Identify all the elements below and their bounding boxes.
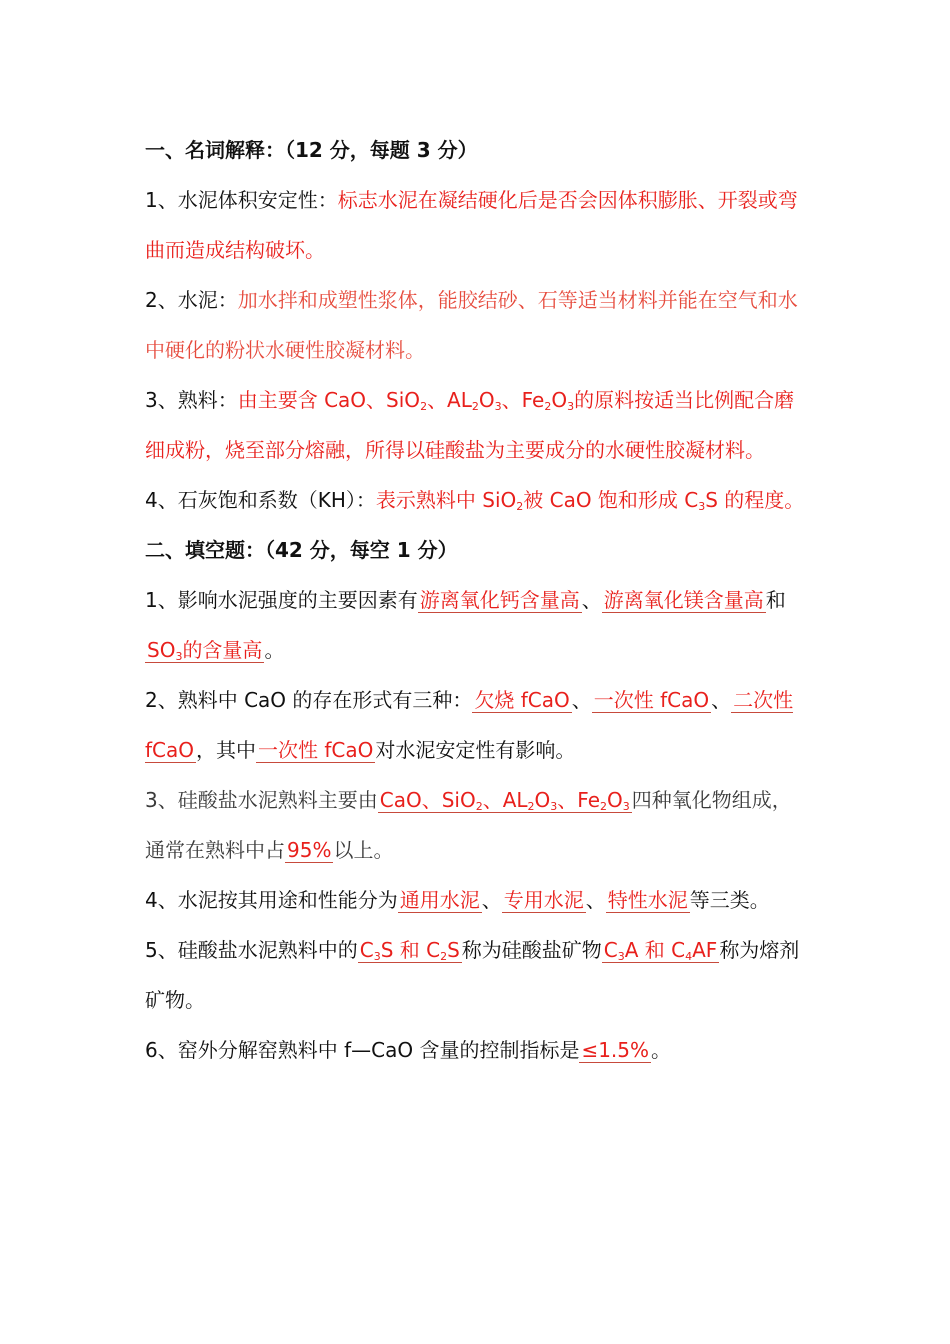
blank: 一次性 fCaO (593, 688, 710, 712)
definition-4: 4、石灰饱和系数（KH）：表示熟料中 SiO$_2$被 CaO 饱和形成 $C_3S$ 的程度。 (145, 488, 805, 513)
blank: 游离氧化钙含量高 (419, 588, 580, 612)
blank: $C_3A$ 和 $C_4AF$ (603, 938, 718, 963)
fill-question-5: 5、硅酸盐水泥熟料中的 $C_3S$ 和 $C_2S$ 称为硅酸盐矿物 $C_3A$ 和 $C_4AF$ 称为熔剂矿物。 (145, 938, 800, 1012)
section1-heading: 一、名词解释：（12 分，每题 3 分） (145, 138, 478, 162)
blank: $SO_3$的含量高 (147, 638, 263, 663)
section2-heading: 二、填空题：（42 分，每空 1 分） (145, 538, 458, 562)
blank: 特性水泥 (607, 888, 688, 912)
fill-question-3: 3、硅酸盐水泥熟料主要由 CaO、SiO$_2$、$AL_2O_3$、$Fe_2O_3$ 四种氧化物组成，通常在熟料中占 95% 以上。 (145, 788, 792, 862)
definition-1-answer: 标志水泥在凝结硬化后是否会因体积膨胀、开裂或弯曲而造成结构破坏。 (145, 188, 798, 262)
fill-question-1: 1、影响水泥强度的主要因素有 游离氧化钙含量高 、 游离氧化镁含量高 和$SO_3$的含量高 。 (145, 588, 786, 663)
blank: $C_3S$ 和 $C_2S$ (359, 938, 460, 963)
definition-2: 2、水泥：加水拌和成塑性浆体，能胶结砂、石等适当材料并能在空气和水中硬化的粉状水硬性胶凝材料。 (145, 288, 798, 362)
definition-4-answer: 表示熟料中 SiO$_2$被 CaO 饱和形成 $C_3S$ 的程度。 (375, 488, 805, 513)
blank: 一次性 fCaO (258, 738, 374, 762)
blank: 游离氧化镁含量高 (603, 588, 764, 612)
fill-question-2: 2、熟料中 CaO 的存在形式有三种： 欠烧 fCaO 、 一次性 fCaO 、 二次性 fCaO ，其中 一次性 fCaO 对水泥安定性有影响。 (145, 688, 794, 762)
definition-3-answer: 由主要含 CaO、SiO$_2$、$AL_2O_3$、$Fe_2O_3$的原料按适当比例配合磨细成粉，烧至部分熔融，所得以硅酸盐为主要成分的水硬性胶凝材料。 (145, 388, 795, 462)
fill-question-6: 6、窑外分解窑熟料中 f—CaO 含量的控制指标是 ≤1.5% 。 (145, 1038, 672, 1062)
document-content (145, 125, 810, 1075)
blank: 二次性 fCaO (145, 688, 794, 762)
blank: 通用水泥 (399, 888, 480, 912)
blank: 欠烧 fCaO (474, 688, 570, 712)
definition-1: 1、水泥体积安定性：标志水泥在凝结硬化后是否会因体积膨胀、开裂或弯曲而造成结构破坏。 (145, 188, 798, 262)
definition-3: 3、熟料：由主要含 CaO、SiO$_2$、$AL_2O_3$、$Fe_2O_3$的原料按适当比例配合磨细成粉，烧至部分熔融，所得以硅酸盐为主要成分的水硬性胶凝材料。 (145, 388, 795, 462)
blank: 95% (287, 838, 332, 862)
blank: CaO、SiO$_2$、$AL_2O_3$、$Fe_2O_3$ (379, 788, 630, 813)
blank: ≤1.5% (581, 1038, 650, 1062)
definition-2-answer: 加水拌和成塑性浆体，能胶结砂、石等适当材料并能在空气和水中硬化的粉状水硬性胶凝材料。 (145, 288, 798, 362)
fill-question-4: 4、水泥按其用途和性能分为 通用水泥 、 专用水泥 、 特性水泥 等三类。 (145, 888, 770, 912)
blank: 专用水泥 (503, 888, 584, 912)
